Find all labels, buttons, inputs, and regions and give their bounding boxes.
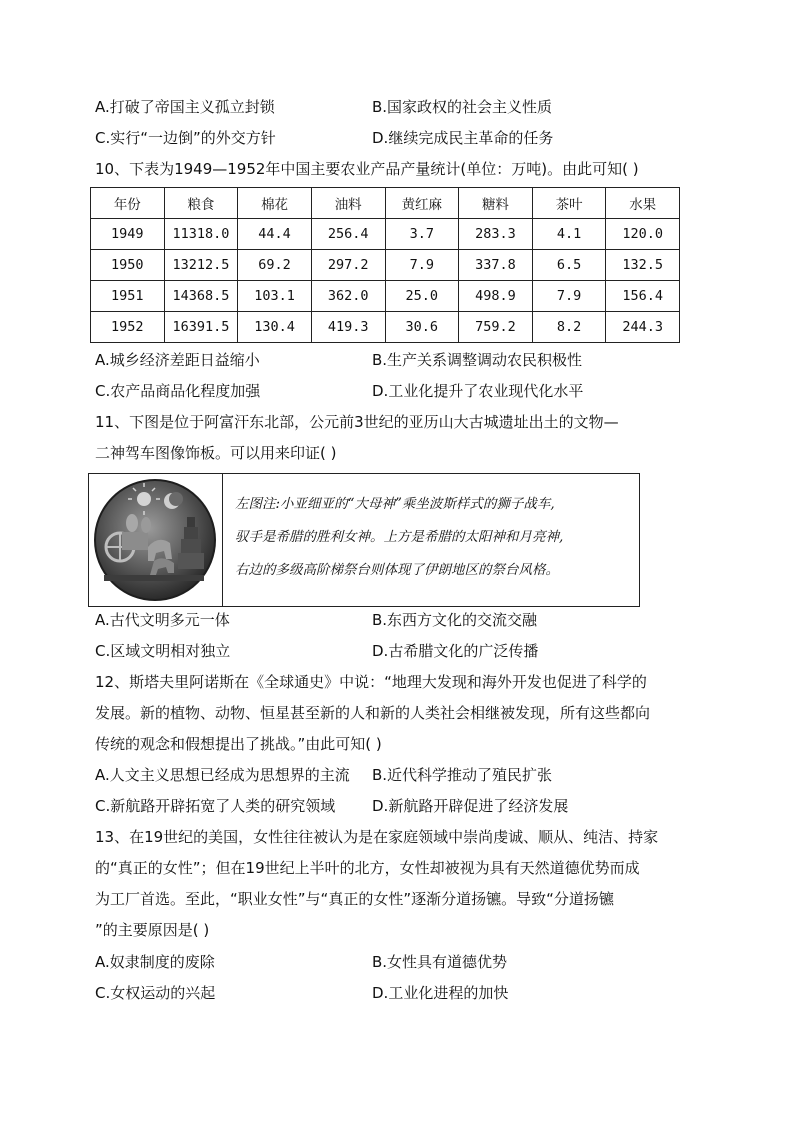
- table-header-cell: 油料: [311, 188, 385, 219]
- table-cell: 498.9: [459, 281, 533, 312]
- q13-stem-line-1: 13、在19世纪的美国，女性往往被认为是在家庭领域中崇尚虔诚、顺从、纯洁、持家: [95, 828, 659, 846]
- table-row: [91, 312, 680, 343]
- q10-option-b[interactable]: B.生产关系调整调动农民积极性: [372, 351, 583, 369]
- relief-plaque-image: [92, 477, 219, 603]
- q10-stem: 10、下表为1949—1952年中国主要农业产品产量统计(单位：万吨)。由此可知( ): [95, 160, 639, 178]
- q13-option-d[interactable]: D.工业化进程的加快: [372, 984, 509, 1002]
- q11-option-a[interactable]: A.古代文明多元一体: [95, 611, 230, 629]
- table-cell: 13212.5: [164, 250, 238, 281]
- q12-stem-line-2: 发展。新的植物、动物、恒星甚至新的人和新的人类社会相继被发现，所有这些都向: [95, 704, 651, 722]
- q11-stem-line-1: 11、下图是位于阿富汗东北部，公元前3世纪的亚历山大古城遗址出土的文物—: [95, 413, 619, 431]
- table-cell: 7.9: [385, 250, 459, 281]
- table-header-cell: 黄红麻: [385, 188, 459, 219]
- table-cell: 16391.5: [164, 312, 238, 343]
- q11-option-d[interactable]: D.古希腊文化的广泛传播: [372, 642, 539, 660]
- q13-stem-line-2: 的“真正的女性”；但在19世纪上半叶的北方，女性却被视为具有天然道德优势而成: [95, 859, 640, 877]
- table-cell: 6.5: [532, 250, 606, 281]
- table-header-cell: 棉花: [238, 188, 312, 219]
- q10-option-a[interactable]: A.城乡经济差距日益缩小: [95, 351, 260, 369]
- table-cell: 103.1: [238, 281, 312, 312]
- table-cell: 7.9: [532, 281, 606, 312]
- table-cell: 256.4: [311, 219, 385, 250]
- table-cell: 30.6: [385, 312, 459, 343]
- plaque-illustration-icon: [92, 477, 219, 603]
- table-cell: 1949: [91, 219, 165, 250]
- figure-caption: [235, 488, 635, 587]
- table-header-cell: 糖料: [459, 188, 533, 219]
- table-cell: 120.0: [606, 219, 680, 250]
- table-row: [91, 281, 680, 312]
- q11-stem-line-2: 二神驾车图像饰板。可以用来印证( ): [95, 444, 337, 462]
- table-cell: 759.2: [459, 312, 533, 343]
- q12-option-b[interactable]: B.近代科学推动了殖民扩张: [372, 766, 553, 784]
- q10-option-d[interactable]: D.工业化提升了农业现代化水平: [372, 382, 584, 400]
- caption-line: 左图注:小亚细亚的“大母神”乘坐波斯样式的狮子战车,: [235, 496, 555, 512]
- q12-option-a[interactable]: A.人文主义思想已经成为思想界的主流: [95, 766, 350, 784]
- q12-option-d[interactable]: D.新航路开辟促进了经济发展: [372, 797, 569, 815]
- q9-option-a[interactable]: A.打破了帝国主义孤立封锁: [95, 98, 275, 116]
- table-cell: 11318.0: [164, 219, 238, 250]
- table-row: [91, 219, 680, 250]
- q13-option-c[interactable]: C.女权运动的兴起: [95, 984, 216, 1002]
- table-cell: 69.2: [238, 250, 312, 281]
- table-cell: 4.1: [532, 219, 606, 250]
- table-cell: 419.3: [311, 312, 385, 343]
- q9-option-b[interactable]: B.国家政权的社会主义性质: [372, 98, 553, 116]
- table-cell: 362.0: [311, 281, 385, 312]
- table-cell: 1950: [91, 250, 165, 281]
- q9-option-d[interactable]: D.继续完成民主革命的任务: [372, 129, 554, 147]
- table-cell: 8.2: [532, 312, 606, 343]
- caption-line: 右边的多级高阶梯祭台则体现了伊朗地区的祭台风格。: [235, 562, 559, 578]
- q10-option-c[interactable]: C.农产品商品化程度加强: [95, 382, 261, 400]
- table-cell: 244.3: [606, 312, 680, 343]
- caption-line: 驭手是希腊的胜利女神。上方是希腊的太阳神和月亮神,: [235, 529, 564, 545]
- table-cell: 132.5: [606, 250, 680, 281]
- table-cell: 3.7: [385, 219, 459, 250]
- q10-production-table: [90, 187, 680, 343]
- table-header-row: [91, 188, 680, 219]
- table-cell: 25.0: [385, 281, 459, 312]
- figure-divider: [222, 474, 223, 606]
- q13-option-b[interactable]: B.女性具有道德优势: [372, 953, 508, 971]
- q13-stem-line-4: ”的主要原因是( ): [95, 921, 210, 939]
- q9-option-c[interactable]: C.实行“一边倒”的外交方针: [95, 129, 276, 147]
- q12-stem-line-3: 传统的观念和假想提出了挑战。”由此可知( ): [95, 735, 382, 753]
- q11-figure-box: [88, 473, 640, 607]
- table-cell: 156.4: [606, 281, 680, 312]
- table-cell: 1951: [91, 281, 165, 312]
- table-cell: 297.2: [311, 250, 385, 281]
- table-row: [91, 250, 680, 281]
- table-cell: 1952: [91, 312, 165, 343]
- q13-option-a[interactable]: A.奴隶制度的废除: [95, 953, 215, 971]
- table-header-cell: 年份: [91, 188, 165, 219]
- table-cell: 130.4: [238, 312, 312, 343]
- q11-option-c[interactable]: C.区域文明相对独立: [95, 642, 231, 660]
- table-cell: 14368.5: [164, 281, 238, 312]
- table-header-cell: 粮食: [164, 188, 238, 219]
- table-header-cell: 茶叶: [532, 188, 606, 219]
- q12-option-c[interactable]: C.新航路开辟拓宽了人类的研究领域: [95, 797, 336, 815]
- q11-option-b[interactable]: B.东西方文化的交流交融: [372, 611, 538, 629]
- table-header-cell: 水果: [606, 188, 680, 219]
- table-cell: 44.4: [238, 219, 312, 250]
- table-cell: 337.8: [459, 250, 533, 281]
- q12-stem-line-1: 12、斯塔夫里阿诺斯在《全球通史》中说：“地理大发现和海外开发也促进了科学的: [95, 673, 647, 691]
- table-cell: 283.3: [459, 219, 533, 250]
- q13-stem-line-3: 为工厂首选。至此，“职业女性”与“真正的女性”逐渐分道扬镳。导致“分道扬镳: [95, 890, 614, 908]
